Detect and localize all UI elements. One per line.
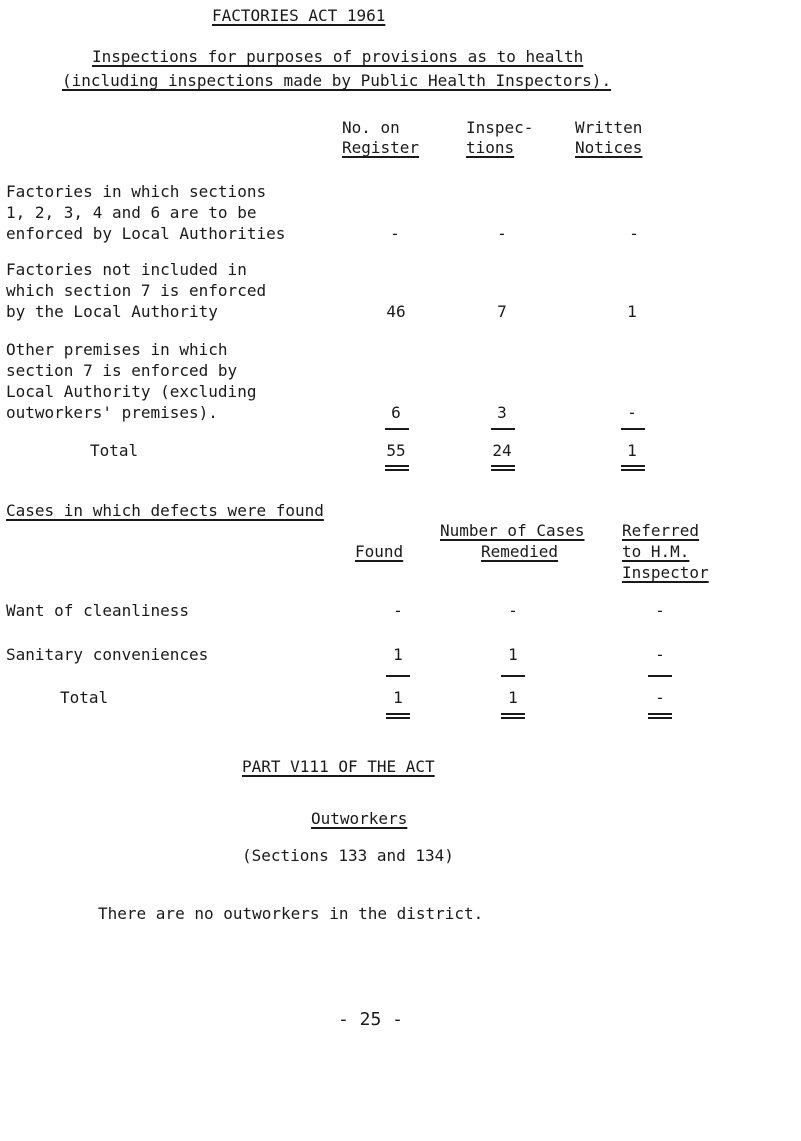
defect-row2-found: 1 xyxy=(393,645,403,664)
col-remedied-line1: Number of Cases xyxy=(440,521,585,540)
col-referred-line3: Inspector xyxy=(622,563,709,582)
double-rule-remedied xyxy=(501,713,525,719)
col-found: Found xyxy=(355,542,404,561)
col-notices-line2: Notices xyxy=(575,138,643,157)
total1-register: 55 xyxy=(386,441,406,460)
col-referred-line1: Referred xyxy=(622,521,700,540)
section-title-line1: Inspections for purposes of provisions as to health xyxy=(92,47,584,66)
outworkers-statement: There are no outworkers in the district. xyxy=(98,904,484,923)
sections-reference: (Sections 133 and 134) xyxy=(242,846,454,865)
defect-row2-remedied: 1 xyxy=(508,645,518,664)
defect-row2-label: Sanitary conveniences xyxy=(6,645,209,664)
rule-register xyxy=(385,428,409,430)
row2-inspections: 7 xyxy=(497,302,507,321)
row2-notices: 1 xyxy=(627,302,637,321)
row3-inspections: 3 xyxy=(497,403,507,422)
row1-label-line3: enforced by Local Authorities xyxy=(6,224,286,243)
row2-label-line2: which section 7 is enforced xyxy=(6,281,267,300)
outworkers-subheading: Outworkers xyxy=(311,809,408,828)
defect-row1-found: - xyxy=(393,601,403,620)
row3-label-line3: Local Authority (excluding xyxy=(6,382,257,401)
row1-register: - xyxy=(390,224,400,243)
row3-label-line4: outworkers' premises). xyxy=(6,403,218,422)
double-rule-notices xyxy=(621,465,645,471)
double-rule-found xyxy=(386,713,410,719)
row3-label-line2: section 7 is enforced by xyxy=(6,361,238,380)
row1-label-line1: Factories in which sections xyxy=(6,182,267,201)
row3-register: 6 xyxy=(391,403,401,422)
act-title: FACTORIES ACT 1961 xyxy=(212,6,386,25)
section-title-line2: (including inspections made by Public Health Inspectors). xyxy=(62,71,612,90)
defects-heading: Cases in which defects were found xyxy=(6,501,324,520)
total2-label: Total xyxy=(60,688,109,707)
defect-row1-referred: - xyxy=(655,601,665,620)
row2-label-line3: by the Local Authority xyxy=(6,302,218,321)
col-referred-line2: to H.M. xyxy=(622,542,690,561)
row1-label-line2: 1, 2, 3, 4 and 6 are to be xyxy=(6,203,257,222)
page-number: - 25 - xyxy=(338,1009,404,1030)
rule-remedied xyxy=(501,675,525,677)
row2-label-line1: Factories not included in xyxy=(6,260,247,279)
double-rule-register xyxy=(385,465,409,471)
col-register-line2: Register xyxy=(342,138,420,157)
col-inspections-line2: tions xyxy=(466,138,515,157)
row3-notices: - xyxy=(627,403,637,422)
double-rule-referred xyxy=(648,713,672,719)
total1-label: Total xyxy=(90,441,139,460)
rule-referred xyxy=(648,675,672,677)
col-notices-line1: Written xyxy=(575,118,643,137)
defect-row1-remedied: - xyxy=(508,601,518,620)
part8-heading: PART V111 OF THE ACT xyxy=(242,757,435,776)
rule-found xyxy=(386,675,410,677)
rule-inspections xyxy=(491,428,515,430)
col-inspections-line1: Inspec- xyxy=(466,118,534,137)
row2-register: 46 xyxy=(386,302,406,321)
total2-remedied: 1 xyxy=(508,688,518,707)
defect-row1-label: Want of cleanliness xyxy=(6,601,190,620)
total1-notices: 1 xyxy=(627,441,637,460)
row3-label-line1: Other premises in which xyxy=(6,340,228,359)
total2-found: 1 xyxy=(393,688,403,707)
row1-inspections: - xyxy=(497,224,507,243)
total1-inspections: 24 xyxy=(492,441,512,460)
double-rule-inspections xyxy=(491,465,515,471)
col-remedied-line2: Remedied xyxy=(481,542,559,561)
total2-referred: - xyxy=(655,688,665,707)
row1-notices: - xyxy=(629,224,639,243)
col-register-line1: No. on xyxy=(342,118,400,137)
rule-notices xyxy=(621,428,645,430)
defect-row2-referred: - xyxy=(655,645,665,664)
